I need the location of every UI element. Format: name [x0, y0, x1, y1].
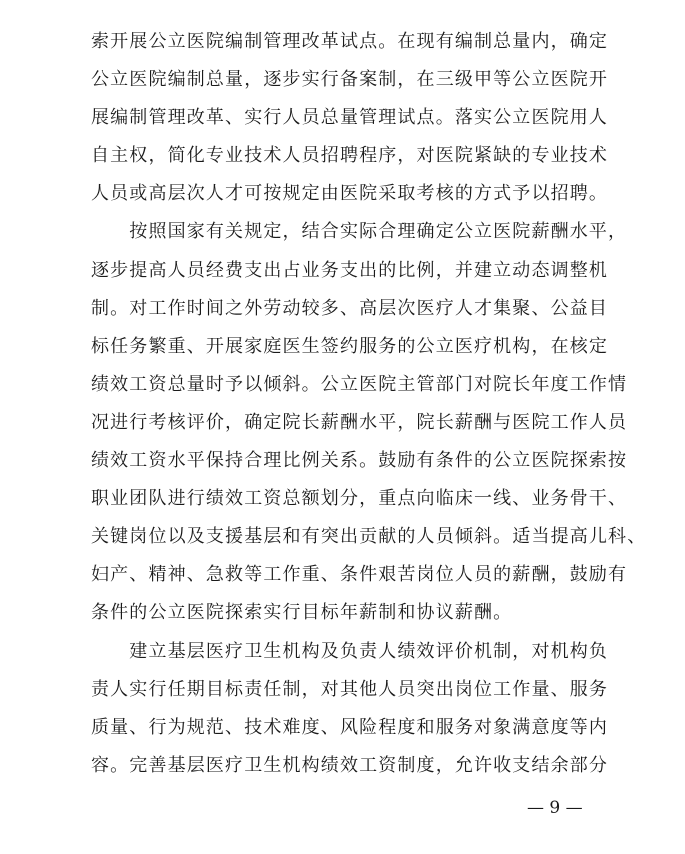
- text-line: 建立基层医疗卫生机构及负责人绩效评价机制，对机构负: [91, 640, 609, 662]
- text-line: 绩效工资水平保持合理比例关系。鼓励有条件的公立医院探索按: [91, 450, 628, 472]
- text-line: 索开展公立医院编制管理改革试点。在现有编制总量内，确定: [91, 31, 609, 52]
- text-line: 条件的公立医院探索实行目标年薪制和协议薪酬。: [91, 602, 513, 624]
- text-line: 绩效工资总量时予以倾斜。公立医院主管部门对院长年度工作情: [91, 373, 628, 395]
- text-line: 妇产、精神、急救等工作重、条件艰苦岗位人员的薪酬，鼓励有: [91, 564, 628, 586]
- body-text: [91, 23, 647, 785]
- text-line: 自主权，简化专业技术人员招聘程序，对医院紧缺的专业技术: [91, 145, 609, 167]
- text-line: 展编制管理改革、实行人员总量管理试点。落实公立医院用人: [91, 107, 609, 129]
- text-line: 关键岗位以及支援基层和有突出贡献的人员倾斜。适当提高儿科、: [91, 526, 647, 548]
- text-line: 公立医院编制总量，逐步实行备案制，在三级甲等公立医院开: [91, 69, 609, 91]
- text-line: 按照国家有关规定，结合实际合理确定公立医院薪酬水平，: [91, 221, 628, 243]
- text-line: 标任务繁重、开展家庭医生签约服务的公立医疗机构，在核定: [91, 335, 609, 357]
- text-line: 人员或高层次人才可按规定由医院采取考核的方式予以招聘。: [91, 183, 609, 205]
- text-line: 职业团队进行绩效工资总额划分，重点向临床一线、业务骨干、: [91, 488, 628, 510]
- text-line: 质量、行为规范、技术难度、风险程度和服务对象满意度等内: [91, 716, 609, 738]
- text-line: 容。完善基层医疗卫生机构绩效工资制度，允许收支结余部分: [91, 754, 609, 776]
- text-line: 逐步提高人员经费支出占业务支出的比例，并建立动态调整机: [91, 259, 609, 281]
- text-line: 责人实行任期目标责任制，对其他人员突出岗位工作量、服务: [91, 678, 609, 700]
- page-number: — 9 —: [527, 798, 583, 818]
- text-line: 制。对工作时间之外劳动较多、高层次医疗人才集聚、公益目: [91, 297, 609, 319]
- text-line: 况进行考核评价，确定院长薪酬水平，院长薪酬与医院工作人员: [91, 411, 628, 433]
